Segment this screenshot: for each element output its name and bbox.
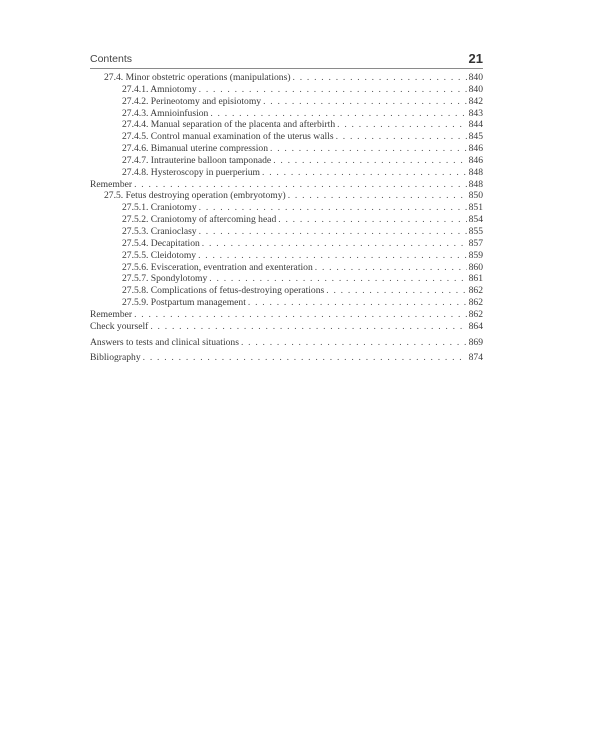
toc-entry-title: 27.4.6. Bimanual uterine compression bbox=[122, 143, 269, 155]
toc-entry-page: 851 bbox=[468, 202, 483, 214]
toc-entry-page: 844 bbox=[468, 119, 483, 131]
toc-entry-title: 27.5.1. Craniotomy bbox=[122, 202, 197, 214]
dot-leader bbox=[270, 143, 467, 155]
toc-entry-title: 27.4.5. Control manual examination of the uterus walls bbox=[122, 131, 334, 143]
toc-entry-27-5-3[interactable] bbox=[90, 226, 483, 238]
toc-entry-title: 27.5.6. Evisceration, eventration and exenteration bbox=[122, 261, 313, 273]
dot-leader bbox=[288, 190, 467, 202]
toc-entry-title: 27.4.3. Amnioinfusion bbox=[122, 107, 209, 119]
toc-entry-answers[interactable] bbox=[90, 337, 483, 349]
toc-entry-page: 850 bbox=[468, 190, 483, 202]
toc-entry-title: 27.4.1. Amniotomy bbox=[122, 83, 197, 95]
toc-entry-27-5-6[interactable] bbox=[90, 262, 483, 274]
dot-leader bbox=[199, 202, 467, 214]
toc-entry-title: 27.5.8. Complications of fetus-destroying operations bbox=[122, 285, 325, 297]
toc-entry-27-4-4[interactable] bbox=[90, 119, 483, 131]
toc-entry-title: Remember bbox=[90, 178, 133, 190]
dot-leader bbox=[241, 337, 467, 349]
toc-entry-page: 855 bbox=[468, 225, 483, 237]
toc-entry-27-5[interactable] bbox=[90, 190, 483, 202]
toc-entry-title: 27.4.8. Hysteroscopy in puerperium bbox=[122, 166, 261, 178]
dot-leader bbox=[143, 352, 467, 364]
toc-entry-27-4-1[interactable] bbox=[90, 84, 483, 96]
toc-entry-page: 854 bbox=[468, 214, 483, 226]
toc-entry-page: 840 bbox=[468, 72, 483, 83]
toc-entry-page: 874 bbox=[468, 352, 483, 364]
toc-entry-page: 862 bbox=[468, 308, 483, 320]
toc-entry-title: 27.5.3. Cranioclasy bbox=[122, 225, 197, 237]
dot-leader bbox=[262, 167, 467, 179]
toc-entry-page: 859 bbox=[468, 249, 483, 261]
dot-leader bbox=[134, 309, 467, 321]
toc-entry-27-4-6[interactable] bbox=[90, 143, 483, 155]
toc-entry-page: 842 bbox=[468, 95, 483, 107]
toc-entry-title: 27.4.7. Intrauterine balloon tamponade bbox=[122, 154, 272, 166]
toc-entry-page: 862 bbox=[468, 285, 483, 297]
dot-leader bbox=[336, 131, 467, 143]
toc-entry-27-4-5[interactable] bbox=[90, 131, 483, 143]
toc-entry-title: 27.5.2. Craniotomy of aftercoming head bbox=[122, 214, 277, 226]
dot-leader bbox=[263, 96, 467, 108]
toc-entry-remember[interactable] bbox=[90, 309, 483, 321]
dot-leader bbox=[278, 214, 466, 226]
toc-entry-27-4[interactable] bbox=[90, 72, 483, 84]
toc-entry-27-5-5[interactable] bbox=[90, 250, 483, 262]
toc-entry-title: 27.5.5. Cleidotomy bbox=[122, 249, 197, 261]
toc-entry-27-5-1[interactable] bbox=[90, 202, 483, 214]
dot-leader bbox=[199, 84, 467, 96]
toc-entry-title: Remember bbox=[90, 308, 133, 320]
toc-entry-bibliography[interactable] bbox=[90, 352, 483, 364]
toc-entry-page: 840 bbox=[468, 83, 483, 95]
toc-entry-title: Bibliography bbox=[90, 352, 141, 364]
toc-entry-title: Answers to tests and clinical situations bbox=[90, 336, 239, 348]
dot-leader bbox=[326, 285, 466, 297]
running-header-title: Contents bbox=[90, 53, 133, 65]
toc-entry-title: 27.4. Minor obstetric operations (manipulations) bbox=[104, 72, 291, 83]
toc-entry-title: 27.4.2. Perineotomy and episiotomy bbox=[122, 95, 262, 107]
toc-entry-remember[interactable] bbox=[90, 179, 483, 191]
toc-entry-page: 864 bbox=[468, 320, 483, 332]
toc-entry-page: 857 bbox=[468, 237, 483, 249]
toc-entry-page: 862 bbox=[468, 297, 483, 309]
toc-entry-page: 845 bbox=[468, 131, 483, 143]
dot-leader bbox=[209, 273, 466, 285]
dot-leader bbox=[202, 238, 467, 250]
toc-entry-title: Check yourself bbox=[90, 320, 149, 332]
toc-entry-page: 860 bbox=[468, 261, 483, 273]
toc-entry-title: 27.5.4. Decapitation bbox=[122, 237, 200, 249]
toc-entry-page: 843 bbox=[468, 107, 483, 119]
toc-entry-27-4-3[interactable] bbox=[90, 108, 483, 120]
toc-entry-page: 848 bbox=[468, 166, 483, 178]
toc-entry-27-5-7[interactable] bbox=[90, 273, 483, 285]
toc-entry-page: 846 bbox=[468, 154, 483, 166]
dot-leader bbox=[134, 179, 467, 191]
toc-entry-page: 848 bbox=[468, 178, 483, 190]
dot-leader bbox=[198, 250, 467, 262]
dot-leader bbox=[273, 155, 466, 167]
toc-entry-27-5-4[interactable] bbox=[90, 238, 483, 250]
dot-leader bbox=[337, 119, 466, 131]
toc-entry-27-4-8[interactable] bbox=[90, 167, 483, 179]
header-rule bbox=[90, 68, 483, 69]
dot-leader bbox=[150, 321, 466, 333]
dot-leader bbox=[293, 72, 467, 84]
toc-entry-27-5-9[interactable] bbox=[90, 297, 483, 309]
dot-leader bbox=[315, 262, 467, 274]
dot-leader bbox=[248, 297, 467, 309]
dot-leader bbox=[210, 108, 466, 120]
toc-entry-title: 27.4.4. Manual separation of the placenta and afterbirth bbox=[122, 119, 336, 131]
toc-entry-27-5-2[interactable] bbox=[90, 214, 483, 226]
toc-entry-page: 861 bbox=[468, 273, 483, 285]
toc-entry-27-4-7[interactable] bbox=[90, 155, 483, 167]
page-number: 21 bbox=[468, 51, 483, 66]
toc-entry-page: 846 bbox=[468, 143, 483, 155]
toc-entry-title: 27.5. Fetus destroying operation (embryotomy) bbox=[104, 190, 286, 202]
table-of-contents bbox=[90, 72, 483, 364]
toc-entry-title: 27.5.7. Spondylotomy bbox=[122, 273, 208, 285]
toc-entry-title: 27.5.9. Postpartum management bbox=[122, 297, 246, 309]
toc-entry-27-4-2[interactable] bbox=[90, 96, 483, 108]
dot-leader bbox=[199, 226, 467, 238]
toc-entry-check-yourself[interactable] bbox=[90, 321, 483, 333]
toc-entry-page: 869 bbox=[468, 336, 483, 348]
toc-entry-27-5-8[interactable] bbox=[90, 285, 483, 297]
